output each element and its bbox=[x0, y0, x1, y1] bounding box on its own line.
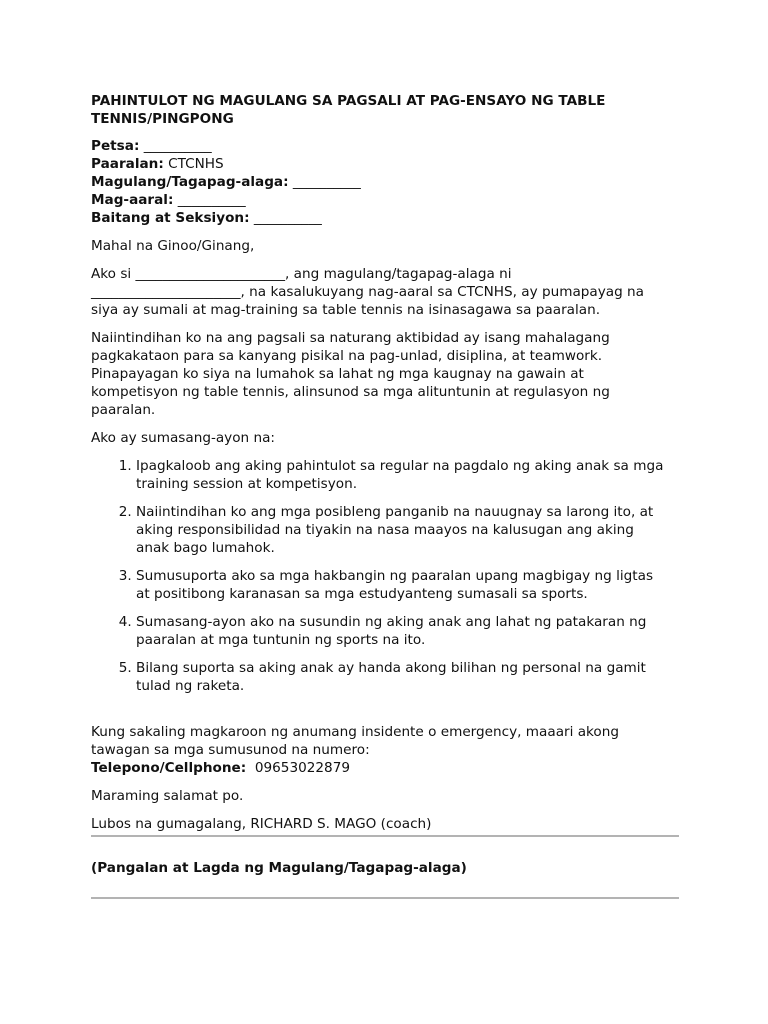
emergency-paragraph bbox=[91, 723, 681, 777]
list-item: 3. Sumusuporta ako sa mga hakbangin ng paaralan upang magbigay ng ligtas at positibong karanasan sa mga estudyanteng sumasali sa sports. bbox=[136, 567, 681, 603]
list-item: 2. Naiintindihan ko ang mga posibleng panganib na nauugnay sa larong ito, at aking responsibilidad na tiyakin na nasa maayos na kalusugan ang aking anak bago lumahok. bbox=[136, 503, 681, 557]
student-value: __________ bbox=[173, 192, 246, 208]
school-value: CTCNHS bbox=[163, 156, 224, 172]
thanks-text: Maraming salamat po. bbox=[91, 788, 244, 804]
agreement-list bbox=[91, 457, 681, 695]
date-field bbox=[91, 137, 681, 155]
list-item: 5. Bilang suporta sa aking anak ay handa akong bilihan ng personal na gamit tulad ng raketa. bbox=[136, 659, 681, 695]
parent-field bbox=[91, 173, 681, 191]
parent-value: __________ bbox=[288, 174, 361, 190]
list-item: 1. Ipagkaloob ang aking pahintulot sa regular na pagdalo ng aking anak sa mga training session at kompetisyon. bbox=[136, 457, 681, 493]
grade-section-field bbox=[91, 209, 681, 227]
list-item: 4. Sumasang-ayon ako na susundin ng aking anak ang lahat ng patakaran ng paaralan at mga tuntunin ng sports na ito. bbox=[136, 613, 681, 649]
school-field bbox=[91, 155, 681, 173]
form-fields bbox=[91, 137, 681, 227]
phone-label: Telepono/Cellphone: bbox=[91, 760, 247, 776]
spacer bbox=[91, 777, 681, 787]
signature-line bbox=[91, 897, 679, 899]
grade-section-label: Baitang at Seksiyon: bbox=[91, 210, 250, 226]
date-label: Petsa: bbox=[91, 138, 140, 154]
document-page bbox=[91, 92, 681, 899]
consent-paragraph: Ako si ______________________, ang magulang/tagapag-alaga ni ______________________, na kasalukuyang nag-aaral sa CTCNHS, ay pumapayag na siya ay sumali at mag-training sa table tennis na isinasagawa sa paaralan. bbox=[91, 266, 645, 318]
parent-label: Magulang/Tagapag-alaga: bbox=[91, 174, 289, 190]
emergency-text: Kung sakaling magkaroon ng anumang insidente o emergency, maaari akong tawagan sa mga sumusunod na numero: bbox=[91, 724, 619, 758]
closing-text: Lubos na gumagalang, RICHARD S. MAGO (coach) bbox=[91, 816, 432, 832]
document-title: PAHINTULOT NG MAGULANG SA PAGSALI AT PAG-ENSAYO NG TABLE TENNIS/PINGPONG bbox=[91, 93, 606, 127]
spacer bbox=[91, 705, 681, 723]
student-field bbox=[91, 191, 681, 209]
signature-label: (Pangalan at Lagda ng Magulang/Tagapag-alaga) bbox=[91, 860, 467, 876]
agreement-intro: Ako ay sumasang-ayon na: bbox=[91, 430, 276, 446]
student-label: Mag-aaral: bbox=[91, 192, 174, 208]
greeting: Mahal na Ginoo/Ginang, bbox=[91, 238, 255, 254]
divider-line bbox=[91, 835, 679, 837]
school-label: Paaralan: bbox=[91, 156, 164, 172]
understanding-paragraph: Naiintindihan ko na ang pagsali sa naturang aktibidad ay isang mahalagang pagkakataon para sa kanyang pisikal na pag-unlad, disiplina, at teamwork. Pinapayagan ko siya na lumahok sa lahat ng mga kaugnay na gawain at kompetisyon ng table tennis, alinsunod sa mga alituntunin at regulasyon ng paaralan. bbox=[91, 330, 610, 418]
date-value: __________ bbox=[139, 138, 212, 154]
grade-section-value: __________ bbox=[249, 210, 322, 226]
phone-value: 09653022879 bbox=[246, 760, 350, 776]
